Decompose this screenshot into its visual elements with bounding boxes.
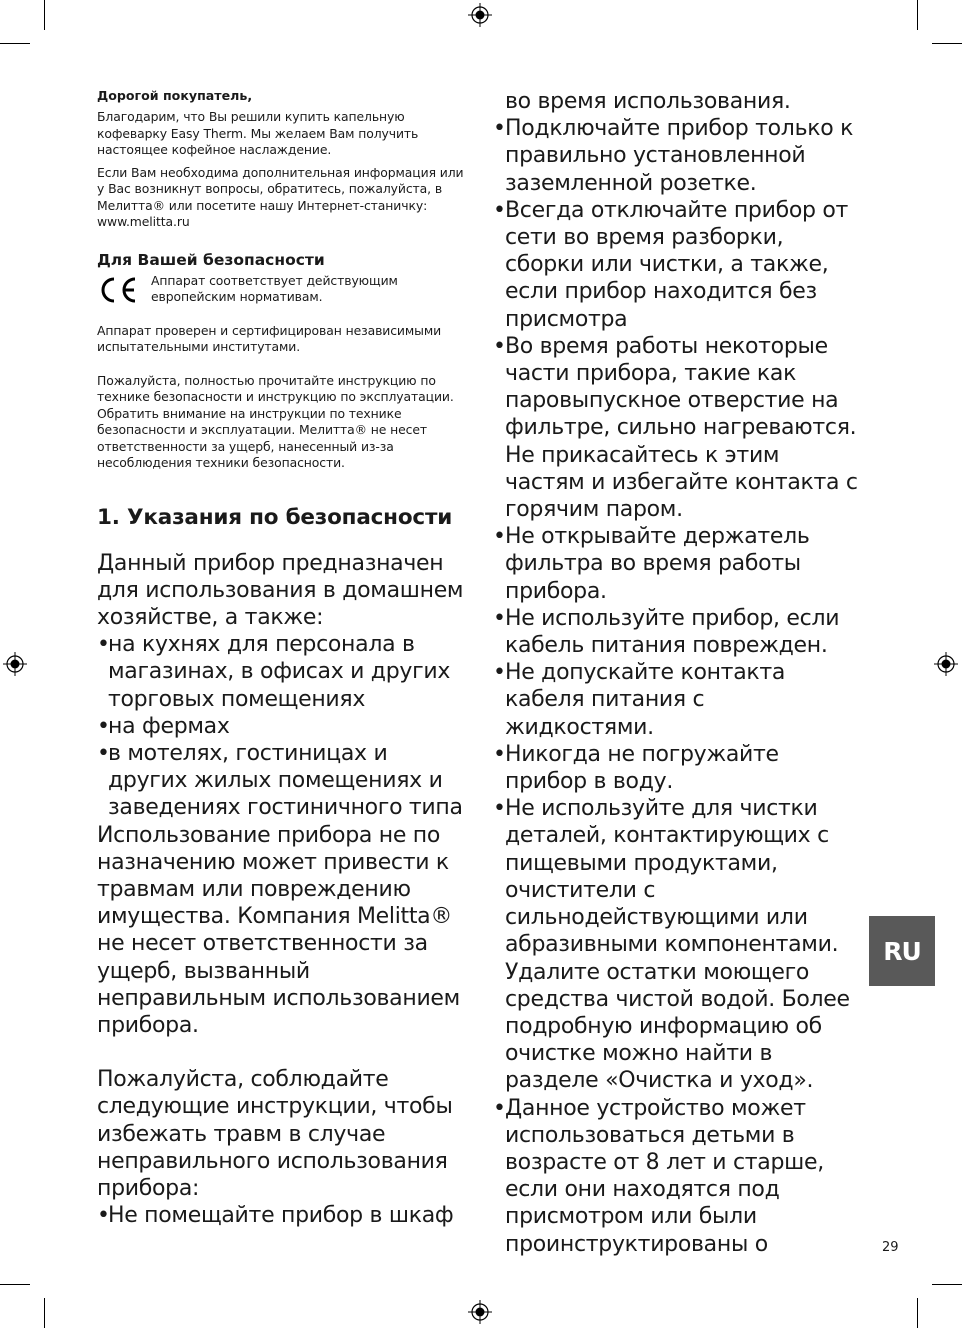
- registration-mark-icon: [468, 3, 492, 27]
- misuse-paragraph: Использование прибора не по назначению может привести к травмам или повреждению имущества. Компания Melitta® не несет ответственности за ущерб, вызванный неправильным использованием прибора.: [97, 822, 460, 1038]
- intended-use-paragraph: Данный прибор предназначен для использования в домашнем хозяйстве, а также:: [97, 550, 464, 630]
- list-item: • Не помещайте прибор в шкаф: [97, 1202, 471, 1229]
- continuation-text: во время использования.: [505, 89, 791, 114]
- crop-mark: [0, 43, 30, 44]
- list-item: • Не используйте для чистки деталей, контактирующих с пищевыми продуктами, очистители с сильнодействующими или абразивными компонентами. Удалите остатки моющего средства чистой водой. Более подробную информацию об очистке можно найти в разделе «Очистка и уход».: [493, 795, 858, 1094]
- registration-mark-icon: [3, 652, 27, 676]
- greeting: Дорогой покупатель,: [97, 88, 253, 103]
- list-item: • Всегда отключайте прибор от сети во время разборки, сборки или чистки, а также, если прибор находится без присмотра: [493, 197, 858, 333]
- crop-mark: [917, 0, 918, 30]
- certified-paragraph: Аппарат проверен и сертифицирован независимыми испытательными институтами.: [97, 322, 442, 354]
- crop-mark: [0, 1284, 30, 1285]
- right-column: [493, 88, 858, 1258]
- crop-mark: [932, 1284, 962, 1285]
- read-instructions-paragraph: Пожалуйста, полностью прочитайте инструкцию по технике безопасности и инструкцию по эксплуатации. Обратить внимание на инструкции по технике безопасности и эксплуатации. Мелитта® не несет ответственности за ущерб, нанесенный из-за несоблюдения техники безопасности.: [97, 372, 454, 470]
- list-item: • на кухнях для персонала в магазинах, в офисах и других торговых помещениях: [97, 631, 471, 713]
- left-column: [97, 88, 471, 1229]
- page-number: 29: [882, 1240, 899, 1255]
- list-item: • на фермах: [97, 713, 471, 740]
- rules-list-start: [97, 1202, 471, 1229]
- list-item: • Никогда не погружайте прибор в воду.: [493, 741, 858, 795]
- list-item: • Данное устройство может использоваться детьми в возрасте от 8 лет и старше, если они находятся под присмотром или были проинструктированы о: [493, 1095, 858, 1258]
- ce-statement: [97, 273, 471, 306]
- registration-mark-icon: [468, 1300, 492, 1324]
- safety-text-left: [97, 550, 471, 1230]
- safety-heading: Для Вашей безопасности: [97, 250, 325, 269]
- use-places-list: [97, 631, 471, 821]
- language-tab: RU: [869, 916, 935, 986]
- crop-mark: [917, 1298, 918, 1328]
- section-title: 1. Указания по безопасности: [97, 504, 453, 530]
- rules-list: [493, 115, 858, 1258]
- list-item: • Во время работы некоторые части прибора, такие как паровыпускное отверстие на фильтре, сильно нагреваются. Не прикасайтесь к этим частям и избегайте контакта с горячим паром.: [493, 333, 858, 523]
- list-item: • Не открывайте держатель фильтра во время работы прибора.: [493, 523, 858, 605]
- list-item: • Не используйте прибор, если кабель питания поврежден.: [493, 605, 858, 659]
- list-item: • в мотелях, гостиницах и других жилых помещениях и заведениях гостиничного типа: [97, 740, 471, 822]
- crop-mark: [44, 1298, 45, 1328]
- follow-paragraph: Пожалуйста, соблюдайте следующие инструкции, чтобы избежать травм в случае неправильного использования прибора:: [97, 1067, 453, 1201]
- safety-text-right: [493, 88, 858, 1258]
- registration-mark-icon: [934, 652, 958, 676]
- list-item: • Не допускайте контакта кабеля питания с жидкостями.: [493, 659, 858, 741]
- ce-text: Аппарат соответствует действующим европейским нормативам.: [151, 272, 398, 304]
- contact-paragraph: Если Вам необходима дополнительная информация или у Вас возникнут вопросы, обратитесь, пожалуйста, в Мелитта® или посетите нашу Интернет-станичку: www.melitta.ru: [97, 164, 464, 229]
- crop-mark: [44, 0, 45, 30]
- thanks-paragraph: Благодарим, что Вы решили купить капельную кофеварку Easy Therm. Мы желаем Вам получить настоящее кофейное наслаждение.: [97, 109, 419, 157]
- list-item: • Подключайте прибор только к правильно установленной заземленной розетке.: [493, 115, 858, 197]
- crop-mark: [932, 43, 962, 44]
- ce-mark-icon: [97, 275, 139, 305]
